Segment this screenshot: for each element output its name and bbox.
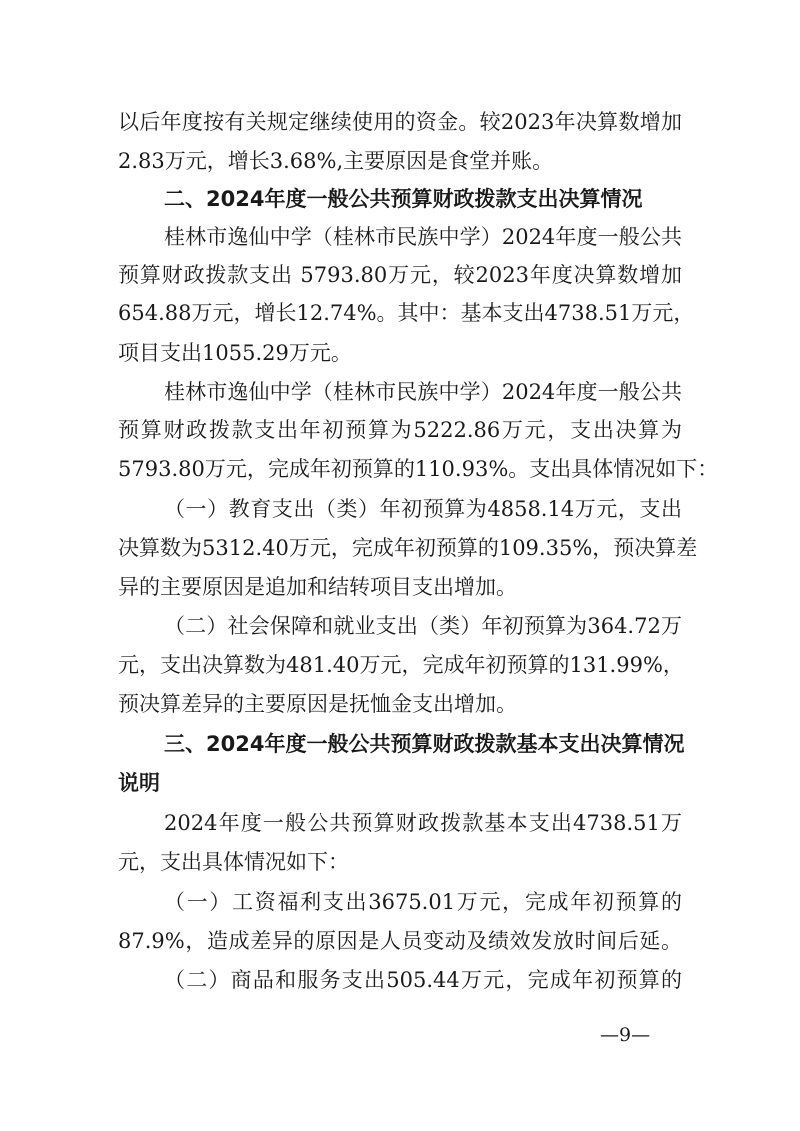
text-line: （一）教育支出（类）年初预算为4858.14万元，支出 bbox=[164, 497, 682, 521]
text-line: 决算数为5312.40万元，完成年初预算的109.35%，预决算差 bbox=[118, 536, 698, 560]
text-line: 异的主要原因是追加和结转项目支出增加。 bbox=[118, 575, 517, 599]
text-line: 预算财政拨款支出年初预算为5222.86万元，支出决算为 bbox=[118, 418, 682, 442]
text-line: 2024年度一般公共预算财政拨款基本支出4738.51万 bbox=[164, 811, 682, 835]
text-line: （一）工资福利支出3675.01万元，完成年初预算的 bbox=[164, 890, 682, 914]
text-line: 5793.80万元，完成年初预算的110.93%。支出具体情况如下： bbox=[118, 457, 719, 481]
section-heading-continued: 说明 bbox=[118, 771, 160, 795]
text-line: 654.88万元，增长12.74%。其中：基本支出4738.51万元， bbox=[118, 301, 695, 325]
text-line: 以后年度按有关规定继续使用的资金。较2023年决算数增加 bbox=[118, 110, 682, 134]
section-heading: 三、2024年度一般公共预算财政拨款基本支出决算情况 bbox=[164, 732, 685, 756]
text-line: （二）社会保障和就业支出（类）年初预算为364.72万 bbox=[164, 614, 682, 638]
text-line: 87.9%，造成差异的原因是人员变动及绩效发放时间后延。 bbox=[118, 929, 682, 953]
page-number: —9— bbox=[600, 1024, 651, 1046]
text-line: 预算财政拨款支出 5793.80万元，较2023年度决算数增加 bbox=[118, 263, 682, 287]
text-line: 元，支出决算数为481.40万元，完成年初预算的131.99%， bbox=[118, 653, 684, 677]
text-line: 桂林市逸仙中学（桂林市民族中学）2024年度一般公共 bbox=[164, 225, 682, 249]
section-heading: 二、2024年度一般公共预算财政拨款支出决算情况 bbox=[164, 187, 643, 211]
text-line: 元，支出具体情况如下： bbox=[118, 850, 349, 874]
text-line: 项目支出1055.29万元。 bbox=[118, 341, 352, 365]
text-line: 预决算差异的主要原因是抚恤金支出增加。 bbox=[118, 692, 517, 716]
text-line: 桂林市逸仙中学（桂林市民族中学）2024年度一般公共 bbox=[164, 380, 682, 404]
text-line: （二）商品和服务支出505.44万元，完成年初预算的 bbox=[164, 968, 682, 992]
text-line: 2.83万元，增长3.68%,主要原因是食堂并账。 bbox=[118, 149, 554, 173]
